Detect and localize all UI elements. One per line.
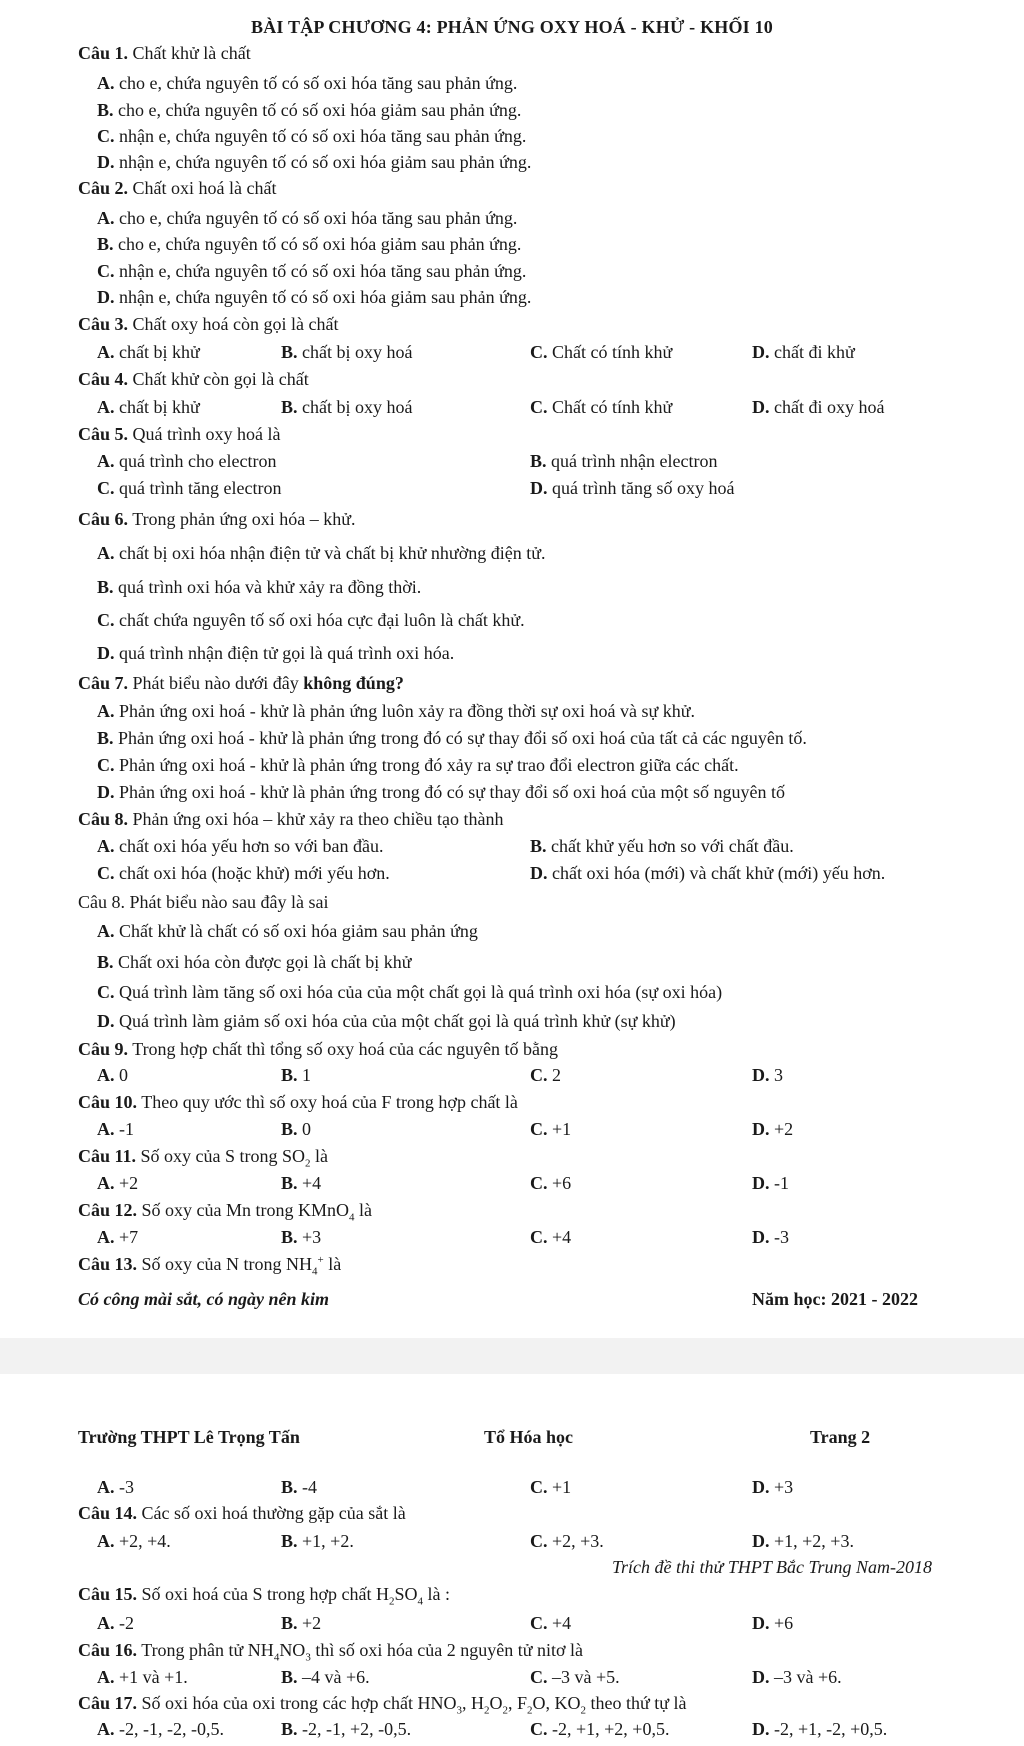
q5-option-a: A. quá trình cho electron bbox=[97, 451, 277, 471]
q7-option-c: C. Phản ứng oxi hoá - khử là phản ứng trong đó xảy ra sự trao đổi electron giữa các chất. bbox=[97, 755, 739, 775]
q3-option-d: D. chất đi khử bbox=[752, 342, 855, 362]
question-1: Câu 1. Chất khử là chất bbox=[78, 43, 251, 63]
q17-option-b: B. -2, -1, +2, -0,5. bbox=[281, 1719, 412, 1739]
question-17: Câu 17. Số oxi hóa của oxi trong các hợp chất $HNO_3$, $H_2O_2$, $F_2O$, $KO_2$ theo thứ tự là bbox=[78, 1693, 687, 1717]
q4-option-c: C. Chất có tính khử bbox=[530, 397, 673, 417]
q16-option-b: B. –4 và +6. bbox=[281, 1667, 370, 1687]
page-number: Trang 2 bbox=[810, 1427, 871, 1447]
q16-option-a: A. +1 và +1. bbox=[97, 1667, 188, 1687]
question-16: Câu 16. Trong phân tử $NH_4NO_3$ thì số oxi hóa của 2 nguyên tử nitơ là bbox=[78, 1640, 584, 1664]
question-15: Câu 15. Số oxi hoá của S trong hợp chất $H_2SO_4$ là : bbox=[78, 1584, 451, 1608]
question-12: Câu 12. Số oxy của Mn trong KMnO$_4$ là bbox=[78, 1200, 373, 1224]
q14-option-d: D. +1, +2, +3. bbox=[752, 1531, 854, 1551]
q4-option-d: D. chất đi oxy hoá bbox=[752, 397, 885, 417]
q2-option-c: C. nhận e, chứa nguyên tố có số oxi hóa tăng sau phản ứng. bbox=[97, 261, 527, 281]
footer-motto: Có công mài sắt, có ngày nên kim bbox=[78, 1289, 330, 1309]
q13-option-a: A. -3 bbox=[97, 1477, 134, 1497]
question-8: Câu 8. Phản ứng oxi hóa – khử xảy ra theo chiều tạo thành bbox=[78, 809, 504, 829]
q10-option-d: D. +2 bbox=[752, 1119, 794, 1139]
q9-option-c: C. 2 bbox=[530, 1065, 561, 1085]
question-11: Câu 11. Số oxy của S trong $SO_2$ là bbox=[78, 1146, 329, 1170]
q7-option-a: A. Phản ứng oxi hoá - khử là phản ứng luôn xảy ra đồng thời sự oxi hoá và sự khử. bbox=[97, 701, 695, 721]
q9-option-d: D. 3 bbox=[752, 1065, 783, 1085]
q8-option-d: D. chất oxi hóa (mới) và chất khử (mới) yếu hơn. bbox=[530, 863, 886, 883]
q8b-option-a: A. Chất khử là chất có số oxi hóa giảm sau phản ứng bbox=[97, 921, 478, 941]
question-6: Câu 6. Trong phản ứng oxi hóa – khử. bbox=[78, 509, 356, 529]
question-13: Câu 13. Số oxy của N trong $NH_4^+$ là bbox=[78, 1254, 342, 1278]
q3-option-c: C. Chất có tính khử bbox=[530, 342, 673, 362]
q4-option-a: A. chất bị khử bbox=[97, 397, 200, 417]
q3-option-b: B. chất bị oxy hoá bbox=[281, 342, 413, 362]
q5-option-c: C. quá trình tăng electron bbox=[97, 478, 282, 498]
q6-option-b: B. quá trình oxi hóa và khử xảy ra đồng thời. bbox=[97, 577, 422, 597]
q10-option-c: C. +1 bbox=[530, 1119, 572, 1139]
q9-option-a: A. 0 bbox=[97, 1065, 128, 1085]
q1-option-b: B. cho e, chứa nguyên tố có số oxi hóa giảm sau phản ứng. bbox=[97, 100, 522, 120]
q5-option-d: D. quá trình tăng số oxy hoá bbox=[530, 478, 735, 498]
q6-option-d: D. quá trình nhận điện tử gọi là quá trình oxi hóa. bbox=[97, 643, 455, 663]
question-2: Câu 2. Chất oxi hoá là chất bbox=[78, 178, 277, 198]
q17-option-c: C. -2, +1, +2, +0,5. bbox=[530, 1719, 670, 1739]
q13-option-b: B. -4 bbox=[281, 1477, 318, 1497]
question-5: Câu 5. Quá trình oxy hoá là bbox=[78, 424, 281, 444]
question-8-alt: Câu 8. Phát biểu nào sau đây là sai bbox=[78, 892, 329, 912]
q14-option-c: C. +2, +3. bbox=[530, 1531, 604, 1551]
q4-option-b: B. chất bị oxy hoá bbox=[281, 397, 413, 417]
q7-option-b: B. Phản ứng oxi hoá - khử là phản ứng trong đó có sự thay đổi số oxi hoá của tất cả các nguyên tố. bbox=[97, 728, 807, 748]
q6-option-c: C. chất chứa nguyên tố số oxi hóa cực đại luôn là chất khử. bbox=[97, 610, 525, 630]
q15-option-b: B. +2 bbox=[281, 1613, 322, 1633]
q8-option-a: A. chất oxi hóa yếu hơn so với ban đầu. bbox=[97, 836, 384, 856]
q12-option-d: D. -3 bbox=[752, 1227, 789, 1247]
question-7: Câu 7. Phát biểu nào dưới đây không đúng? bbox=[78, 673, 404, 693]
q11-option-a: A. +2 bbox=[97, 1173, 139, 1193]
q12-option-b: B. +3 bbox=[281, 1227, 322, 1247]
question-3: Câu 3. Chất oxy hoá còn gọi là chất bbox=[78, 314, 339, 334]
question-10: Câu 10. Theo quy ước thì số oxy hoá của F trong hợp chất là bbox=[78, 1092, 518, 1112]
q12-option-c: C. +4 bbox=[530, 1227, 572, 1247]
q10-option-a: A. -1 bbox=[97, 1119, 134, 1139]
q9-option-b: B. 1 bbox=[281, 1065, 312, 1085]
q14-option-b: B. +1, +2. bbox=[281, 1531, 354, 1551]
q11-option-b: B. +4 bbox=[281, 1173, 322, 1193]
page-separator bbox=[0, 1338, 1024, 1374]
q7-option-d: D. Phản ứng oxi hoá - khử là phản ứng trong đó có sự thay đổi số oxi hoá của một số nguyên tố bbox=[97, 782, 785, 802]
q1-option-d: D. nhận e, chứa nguyên tố có số oxi hóa giảm sau phản ứng. bbox=[97, 152, 532, 172]
source-note: Trích đề thi thử THPT Bắc Trung Nam-2018 bbox=[612, 1557, 933, 1577]
q14-option-a: A. +2, +4. bbox=[97, 1531, 171, 1551]
department-name: Tổ Hóa học bbox=[484, 1427, 574, 1447]
q2-option-d: D. nhận e, chứa nguyên tố có số oxi hóa giảm sau phản ứng. bbox=[97, 287, 532, 307]
q15-option-c: C. +4 bbox=[530, 1613, 572, 1633]
school-name: Trường THPT Lê Trọng Tấn bbox=[78, 1427, 300, 1447]
q8-option-c: C. chất oxi hóa (hoặc khử) mới yếu hơn. bbox=[97, 863, 390, 883]
worksheet-page-2 bbox=[0, 1374, 1024, 1746]
question-9: Câu 9. Trong hợp chất thì tổng số oxy hoá của các nguyên tố bằng bbox=[78, 1039, 558, 1059]
q12-option-a: A. +7 bbox=[97, 1227, 139, 1247]
page-title: BÀI TẬP CHƯƠNG 4: PHẢN ỨNG OXY HOÁ - KHỬ - KHỐI 10 bbox=[251, 17, 773, 37]
q5-option-b: B. quá trình nhận electron bbox=[530, 451, 718, 471]
q6-option-a: A. chất bị oxi hóa nhận điện tử và chất bị khử nhường điện tử. bbox=[97, 543, 546, 563]
q16-option-c: C. –3 và +5. bbox=[530, 1667, 620, 1687]
q1-option-c: C. nhận e, chứa nguyên tố có số oxi hóa tăng sau phản ứng. bbox=[97, 126, 527, 146]
q13-option-d: D. +3 bbox=[752, 1477, 794, 1497]
q11-option-c: C. +6 bbox=[530, 1173, 572, 1193]
q13-option-c: C. +1 bbox=[530, 1477, 572, 1497]
q2-option-b: B. cho e, chứa nguyên tố có số oxi hóa giảm sau phản ứng. bbox=[97, 234, 522, 254]
q8-option-b: B. chất khử yếu hơn so với chất đầu. bbox=[530, 836, 794, 856]
q1-option-a: A. cho e, chứa nguyên tố có số oxi hóa tăng sau phản ứng. bbox=[97, 73, 518, 93]
q17-option-d: D. -2, +1, -2, +0,5. bbox=[752, 1719, 888, 1739]
q8b-option-d: D. Quá trình làm giảm số oxi hóa của của một chất gọi là quá trình khử (sự khử) bbox=[97, 1011, 676, 1031]
footer-school-year: Năm học: 2021 - 2022 bbox=[752, 1289, 918, 1309]
q16-option-d: D. –3 và +6. bbox=[752, 1667, 842, 1687]
q8b-option-c: C. Quá trình làm tăng số oxi hóa của của một chất gọi là quá trình oxi hóa (sự oxi hóa) bbox=[97, 982, 723, 1002]
q11-option-d: D. -1 bbox=[752, 1173, 789, 1193]
q10-option-b: B. 0 bbox=[281, 1119, 312, 1139]
question-4: Câu 4. Chất khử còn gọi là chất bbox=[78, 369, 309, 389]
question-14: Câu 14. Các số oxi hoá thường gặp của sắt là bbox=[78, 1503, 406, 1523]
q15-option-a: A. -2 bbox=[97, 1613, 134, 1633]
q15-option-d: D. +6 bbox=[752, 1613, 794, 1633]
q3-option-a: A. chất bị khử bbox=[97, 342, 200, 362]
q8b-option-b: B. Chất oxi hóa còn được gọi là chất bị khử bbox=[97, 952, 412, 972]
q17-option-a: A. -2, -1, -2, -0,5. bbox=[97, 1719, 224, 1739]
q2-option-a: A. cho e, chứa nguyên tố có số oxi hóa tăng sau phản ứng. bbox=[97, 208, 518, 228]
